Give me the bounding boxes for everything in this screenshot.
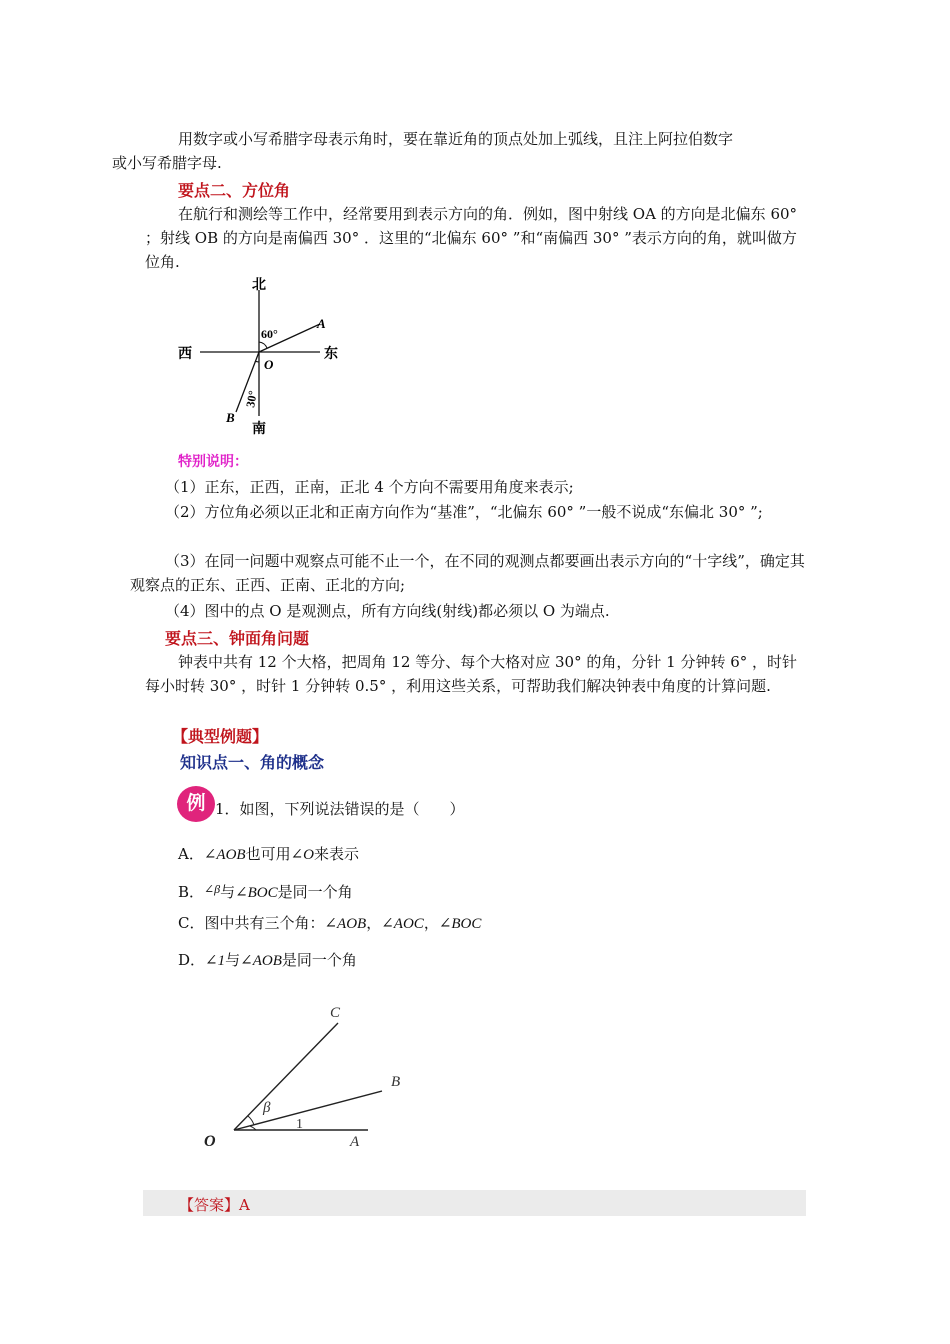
- example-badge-label: 例: [186, 792, 206, 814]
- intro-line-1: 用数字或小写希腊字母表示角时，要在靠近角的顶点处加上弧线，且注上阿拉伯数字: [178, 130, 734, 148]
- option-b-math-2: ∠BOC: [235, 885, 278, 901]
- option-c-sep-2: ，: [423, 914, 439, 932]
- angle-figure: [198, 995, 428, 1155]
- section3-paragraph: 钟表中共有 12 个大格，把周角 12 等分、每个大格对应 30° 的角，分针 1 分钟转 6° ，时针每小时转 30° ，时针 1 分钟转 0.5° ，利用这些关系，可帮助我们解决钟表中角度的计算问题.: [145, 653, 798, 695]
- option-d-math-2: ∠AOB: [240, 953, 282, 969]
- option-c-math-2: ∠BOC: [438, 916, 482, 932]
- option-a-text-1: 也可用: [245, 845, 291, 863]
- compass-point-b: B: [226, 410, 235, 425]
- option-c-prefix: C．图中共有三个角：: [178, 914, 325, 932]
- compass-east-label: 东: [324, 347, 338, 362]
- option-d-text-1: 与: [225, 951, 241, 969]
- option-c: [178, 912, 481, 935]
- examples-title: 【典型例题】: [172, 727, 269, 746]
- option-a-math-2: ∠O: [290, 847, 314, 863]
- answer-text: 【答案】A: [179, 1196, 250, 1214]
- example-badge: [177, 786, 215, 822]
- option-a-text-2: 来表示: [314, 845, 360, 863]
- knowledge-point-title: 知识点一、角的概念: [180, 753, 325, 772]
- section2-paragraph: 在航行和测绘等工作中，经常要用到表示方向的角．例如，图中射线 OA 的方向是北偏东 60° ；射线 OB 的方向是南偏西 30° ．这里的“北偏东 60° ”和“南偏西 30° ”表示方向的角，就叫做方位角.: [145, 205, 798, 271]
- option-a-math-1: ∠AOB: [203, 847, 246, 863]
- special-item-3: （3）在同一问题中观察点可能不止一个，在不同的观测点都要画出表示方向的“十字线”，确定其观察点的正东、正西、正南、正北的方向;: [130, 552, 805, 594]
- angle-one-label: 1: [296, 1117, 303, 1132]
- compass-west-label: 西: [178, 347, 192, 362]
- option-b-prefix: B．: [178, 883, 205, 901]
- section2-title: 要点二、方位角: [178, 181, 291, 200]
- option-b-text-2: 是同一个角: [277, 883, 353, 901]
- angle-point-a: A: [350, 1134, 360, 1150]
- special-item-1: （1）正东，正西，正南，正北 4 个方向不需要用角度来表示;: [165, 478, 574, 496]
- intro-line-2: 或小写希腊字母.: [112, 154, 222, 172]
- intro-paragraph: [112, 127, 810, 175]
- option-d: [178, 949, 357, 972]
- compass-point-a: A: [317, 316, 326, 331]
- compass-point-o: O: [264, 357, 274, 372]
- option-a: [178, 843, 359, 866]
- option-b-text-1: 与: [220, 883, 236, 901]
- section3-title: 要点三、钟面角问题: [165, 629, 310, 648]
- option-b: [178, 878, 353, 904]
- angle-point-c: C: [330, 1005, 341, 1021]
- question-text: 1．如图，下列说法错误的是（ ）: [215, 800, 465, 818]
- option-d-prefix: D．: [178, 951, 206, 969]
- angle-beta-label: β: [263, 1100, 271, 1116]
- compass-angle-30: 30°: [243, 389, 260, 409]
- option-c-sep-1: ，: [366, 914, 382, 932]
- option-d-math-1: ∠1: [205, 953, 226, 969]
- special-item-4: （4）图中的点 O 是观测点，所有方向线(射线)都必须以 O 为端点.: [165, 602, 610, 620]
- option-c-math-0: ∠AOB: [324, 916, 367, 932]
- angle-point-b: B: [391, 1074, 401, 1090]
- angle-point-o: O: [204, 1133, 216, 1150]
- option-c-math-1: ∠AOC: [381, 916, 424, 932]
- option-d-text-2: 是同一个角: [281, 951, 357, 969]
- special-item-2: （2）方位角必须以正北和正南方向作为“基准”，“北偏东 60° ”一般不说成“东偏北 30° ”;: [165, 503, 763, 521]
- answer-box: [143, 1190, 806, 1216]
- option-a-prefix: A．: [178, 845, 204, 863]
- compass-south-label: 南: [252, 422, 266, 436]
- special-note-title: 特别说明：: [178, 454, 248, 470]
- option-b-math-1: ∠β: [204, 882, 221, 896]
- compass-angle-60: 60°: [261, 327, 278, 341]
- compass-figure: [172, 276, 352, 436]
- compass-north-label: 北: [252, 278, 266, 293]
